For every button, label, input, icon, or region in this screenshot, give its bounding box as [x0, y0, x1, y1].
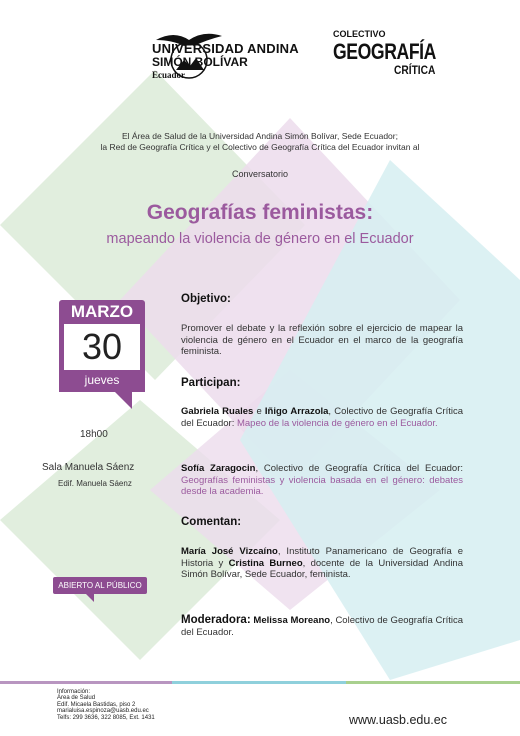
footer-bar-purple — [0, 681, 172, 684]
contact-label: Información: — [57, 689, 91, 695]
participant-1-and: e — [253, 406, 265, 417]
university-name-line1: UNIVERSIDAD ANDINA — [152, 41, 299, 56]
commentator-2-name: Cristina Burneo — [228, 557, 303, 569]
participant-2-talk-title: Geografías feministas y violencia basada en el género: debates desde la academia. — [181, 474, 463, 498]
calendar-tail — [115, 392, 132, 409]
event-time: 18h00 — [80, 429, 108, 440]
participant-1-affiliation: , Colectivo de Geografía Crítica del Ecuador: — [181, 406, 463, 429]
participan-heading: Participan: — [181, 377, 241, 389]
calendar-weekday: jueves — [59, 370, 145, 392]
colectivo-critica: CRÍTICA — [394, 63, 436, 77]
participant-2-name: Sofía Zaragocin — [181, 463, 256, 474]
colectivo-geografia: GEOGRAFÍA — [333, 39, 436, 64]
commentator-2-affiliation: , docente de la Universidad Andina Simón Bolívar, Sede Ecuador, feminista. — [181, 557, 463, 581]
intro-line-2: la Red de Geografía Crítica y el Colectivo de Geografía Crítica del Ecuador invitan al — [100, 142, 420, 152]
event-title: Geografías feministas: — [146, 201, 374, 224]
participant-1-name-b: Iñigo Arrazola — [264, 406, 329, 417]
website-link[interactable]: www.uasb.edu.ec — [349, 713, 447, 727]
comentan-heading: Comentan: — [181, 516, 242, 528]
commentator-1-affiliation: , Instituto Panamericano de Geografía e Historia y — [181, 546, 463, 569]
colectivo-label: COLECTIVO — [333, 29, 386, 39]
footer-bar-green — [346, 681, 520, 684]
contact-email[interactable]: marialuisa.espinoza@uasb.edu.ec — [57, 708, 149, 715]
participant-2-affiliation: , Colectivo de Geografía Crítica del Ecuador: — [255, 463, 464, 474]
moderadora-heading: Moderadora: — [181, 614, 251, 626]
moderator — [181, 615, 463, 638]
footer-bar-blue — [172, 681, 346, 684]
contact-area: Área de Salud — [57, 695, 96, 702]
calendar-day: 30 — [59, 324, 145, 370]
commentators — [181, 546, 463, 581]
calendar-month: MARZO — [59, 300, 145, 324]
participant-1-name-a: Gabriela Ruales — [181, 406, 254, 417]
objetivo-text: Promover el debate y la reflexión sobre el ejercicio de mapear la violencia de género en el Ecuador en el marco de la geografía feminista. — [181, 323, 463, 358]
contact-info — [57, 689, 155, 721]
participant-1 — [181, 406, 463, 429]
university-name-line3: Ecuador — [152, 70, 186, 80]
commentator-1-name: María José Vizcaíno — [181, 546, 278, 557]
participant-2 — [181, 463, 463, 498]
university-name-line2: SIMÓN BOLÍVAR — [152, 55, 248, 69]
open-to-public-badge: ABIERTO AL PÚBLICO — [53, 577, 147, 594]
event-type: Conversatorio — [231, 169, 289, 179]
objetivo-heading: Objetivo: — [181, 293, 231, 305]
event-subtitle: mapeando la violencia de género en el Ecuador — [106, 231, 414, 247]
contact-phone: Telfs: 299 3636, 322 8085, Ext. 1431 — [57, 714, 155, 721]
badge-tail — [86, 594, 94, 602]
moderator-name: Melissa Moreano — [253, 615, 331, 626]
participant-1-talk-title: Mapeo de la violencia de género en el Ecuador. — [236, 417, 438, 429]
contact-address: Edif. Micaela Bastidas, piso 2 — [57, 701, 136, 708]
venue-room: Sala Manuela Sáenz — [42, 462, 135, 473]
venue-building: Edif. Manuela Sáenz — [58, 479, 132, 488]
intro-line-1: El Área de Salud de la Universidad Andina Simón Bolívar, Sede Ecuador; — [122, 131, 398, 141]
moderator-affiliation: , Colectivo de Geografía Crítica del Ecuador. — [181, 615, 463, 638]
